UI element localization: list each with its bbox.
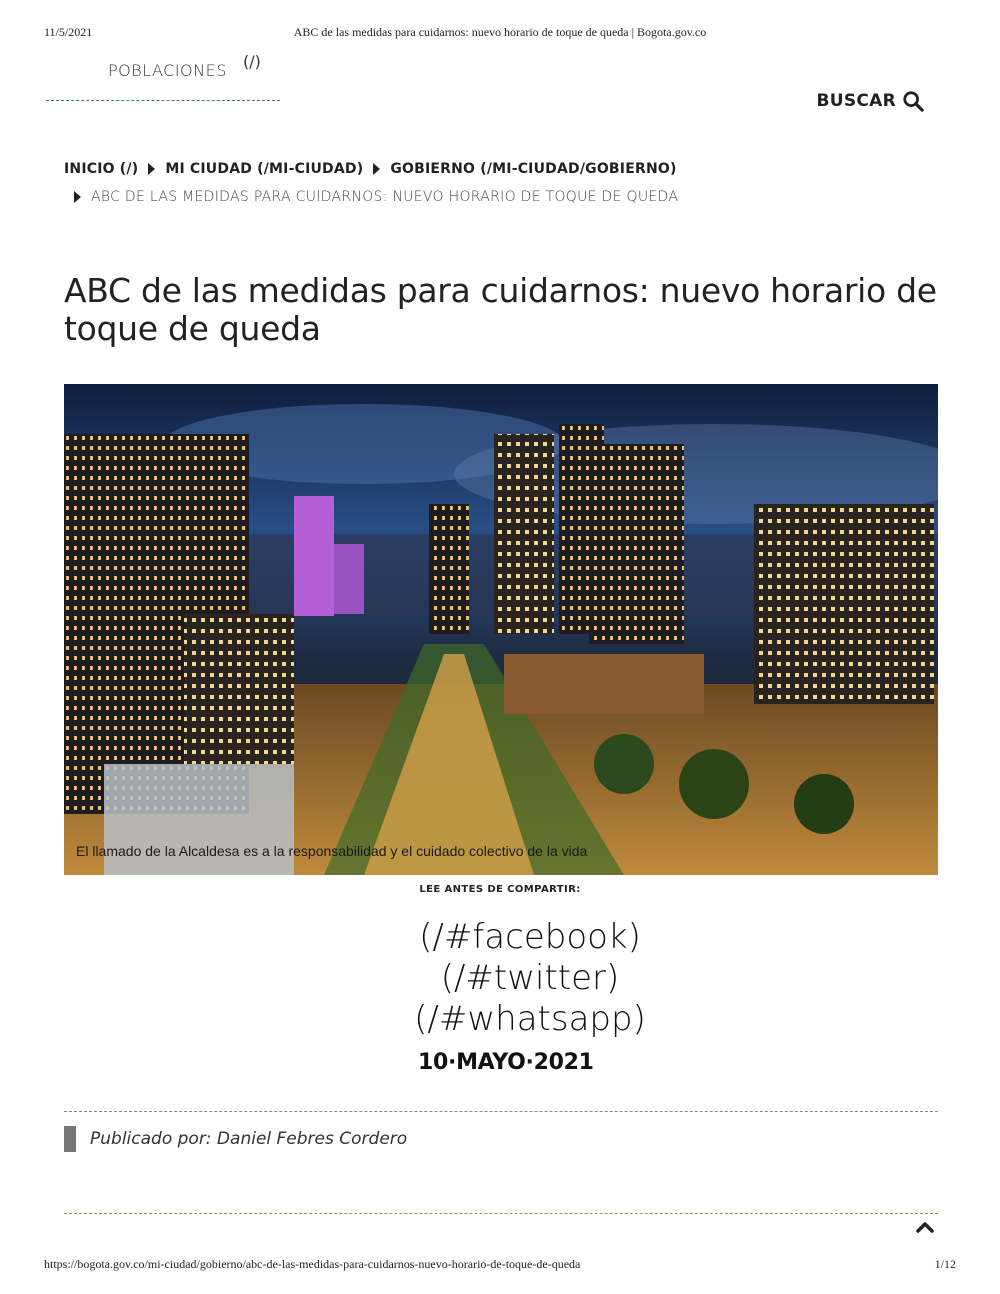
caret-right-icon <box>148 163 155 175</box>
search-button[interactable] <box>816 90 924 112</box>
print-url: https://bogota.gov.co/mi-ciudad/gobierno/abc-de-las-medidas-para-cuidarnos-nuevo-horario-de-toque-de-queda <box>44 1257 581 1271</box>
breadcrumb-current-row <box>74 189 678 205</box>
share-facebook-link[interactable]: (/#facebook) <box>419 917 641 957</box>
city-night-illustration <box>64 384 938 875</box>
image-caption: El llamado de la Alcaldesa es a la responsabilidad y el cuidado colectivo de la vida <box>76 843 588 859</box>
breadcrumb-inicio[interactable]: INICIO (/) <box>64 161 139 177</box>
nav-poblaciones-link[interactable]: POBLACIONES <box>108 61 227 80</box>
breadcrumb-current: ABC DE LAS MEDIDAS PARA CUIDARNOS: NUEVO HORARIO DE TOQUE DE QUEDA <box>91 189 679 205</box>
hero-image <box>64 384 938 875</box>
nav-home-link[interactable]: (/) <box>243 52 261 71</box>
breadcrumb-gobierno[interactable]: GOBIERNO (/MI-CIUDAD/GOBIERNO) <box>390 161 677 177</box>
caret-right-icon <box>373 163 380 175</box>
author-accent-bar <box>64 1126 76 1152</box>
page-title: ABC de las medidas para cuidarnos: nuevo horario de toque de queda <box>64 271 937 348</box>
breadcrumb-mi-ciudad[interactable]: MI CIUDAD (/MI-CIUDAD) <box>165 161 364 177</box>
search-icon <box>902 90 924 112</box>
share-label: LEE ANTES DE COMPARTIR: <box>419 884 581 895</box>
publish-date: 10·MAYO·2021 <box>418 1050 594 1075</box>
share-twitter-link[interactable]: (/#twitter) <box>440 958 620 998</box>
author-byline: Publicado por: Daniel Febres Cordero <box>90 1129 408 1149</box>
print-date: 11/5/2021 <box>44 25 93 39</box>
divider <box>64 1111 938 1112</box>
share-whatsapp-link[interactable]: (/#whatsapp) <box>414 999 646 1039</box>
back-to-top-icon[interactable] <box>915 1220 935 1234</box>
caret-right-icon <box>74 191 81 203</box>
search-label: BUSCAR <box>816 91 896 111</box>
breadcrumb <box>64 161 677 177</box>
divider <box>64 1213 938 1214</box>
print-page-number: 1/12 <box>934 1257 956 1271</box>
nav-divider <box>46 100 280 101</box>
print-title: ABC de las medidas para cuidarnos: nuevo horario de toque de queda | Bogota.gov.co <box>293 25 707 39</box>
